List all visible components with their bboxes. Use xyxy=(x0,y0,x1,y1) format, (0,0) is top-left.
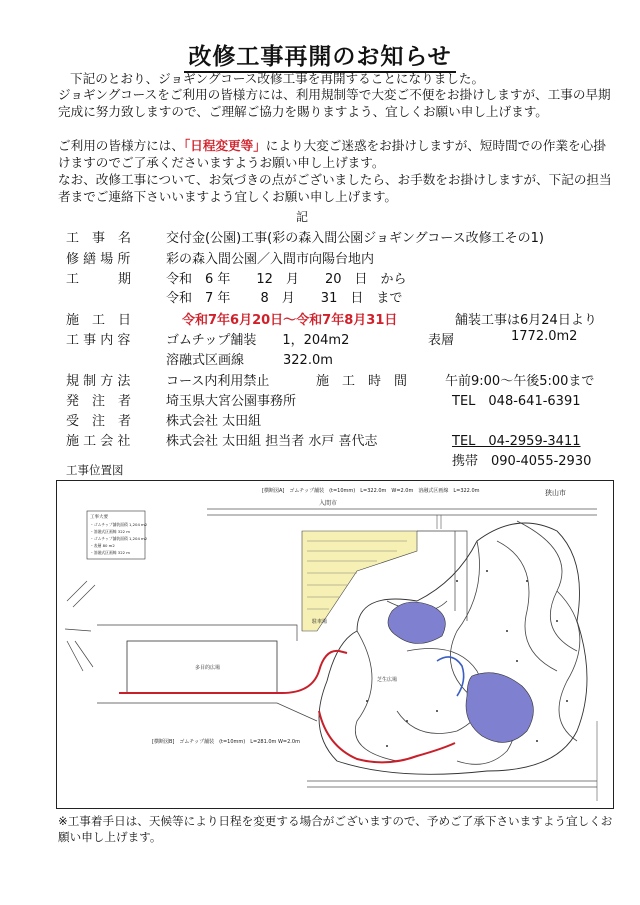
hatchu-label: 発 注 者 xyxy=(66,394,132,409)
seko-value: 株式会社 太田組 担当者 水戸 喜代志 xyxy=(166,434,378,449)
svg-text:・ゴムチップ舗装面積 1,204 m2: ・ゴムチップ舗装面積 1,204 m2 xyxy=(90,522,148,527)
kiki-start: 令和 6 年 12 月 20 日 から xyxy=(166,272,407,287)
basho-value: 彩の森入間公園／入間市向陽台地内 xyxy=(166,252,375,267)
seko-label: 施 工 会 社 xyxy=(66,434,131,449)
map-area-label2: 芝生広場 xyxy=(377,677,398,683)
juchu-label: 受 注 者 xyxy=(66,414,132,429)
sekobi-value: 令和7年6月20日～令和7年8月31日 xyxy=(182,313,398,328)
kiki-label: 工 期 xyxy=(66,272,132,287)
naiyo-item1b-value: 1772.0m2 xyxy=(511,329,578,344)
koji-label: 工 事 名 xyxy=(66,231,132,246)
map-legend-top: [横断図A] ゴムチップ舗装 (t=10mm) L=322.0m W=2.0m 溶融式区画線 L=322.0m xyxy=(262,488,480,494)
pond-south xyxy=(466,673,533,743)
jogging-course-south xyxy=(319,711,455,762)
map-legend-bottom: [横断図B] ゴムチップ舗装 (t=10mm) L=281.0m W=2.0m xyxy=(152,739,300,745)
contact-paragraph: なお、改修工事について、お気づきの点がございましたら、お手数をお掛けしますが、下記の担当者までご連絡下さいいますよう宜しくお願い申し上げます。 xyxy=(58,172,612,204)
jikan-value: 午前9:00～午後5:00まで xyxy=(445,374,595,389)
naiyo-item2: 溶融式区画線 322.0m xyxy=(166,353,333,368)
ki-heading: 記 xyxy=(296,210,309,224)
seko-mobile: 携帯 090-4055-2930 xyxy=(452,454,592,469)
map-road-label: 入間市 xyxy=(319,500,338,507)
map-caption: 工事位置図 xyxy=(66,463,124,477)
site-map-drawing xyxy=(57,481,613,808)
hatchu-value: 埼玉県大宮公園事務所 xyxy=(166,394,297,409)
map-place-right: 狭山市 xyxy=(545,489,566,497)
map-parking-label: 駐車場 xyxy=(312,619,328,625)
svg-text:・ゴムチップ舗装面積 1,204 m2: ・ゴムチップ舗装面積 1,204 m2 xyxy=(90,536,148,541)
map-area-label: 多目的広場 xyxy=(195,665,221,671)
kisei-value: コース内利用禁止 xyxy=(166,374,270,389)
intro-paragraph: 下記のとおり、ジョギングコース改修工事を再開することになりました。 xyxy=(70,71,485,86)
kisei-label: 規 制 方 法 xyxy=(66,374,131,389)
svg-text:・溶融式区画線 322 m: ・溶融式区画線 322 m xyxy=(90,550,130,555)
sekobi-note: 舗装工事は6月24日より xyxy=(455,313,597,328)
naiyo-item1b-label: 表層 xyxy=(428,333,455,348)
naiyo-label: 工 事 内 容 xyxy=(66,333,131,348)
basho-label: 修 繕 場 所 xyxy=(66,252,131,267)
kiki-end: 令和 7 年 8 月 31 日 まで xyxy=(166,291,403,306)
naiyo-item1: ゴムチップ舗装 1，204m2 xyxy=(166,333,350,348)
svg-text:工事大要: 工事大要 xyxy=(90,515,108,520)
jikan-label: 施 工 時 間 xyxy=(316,374,408,389)
seko-tel[interactable]: TEL 04-2959-3411 xyxy=(452,434,581,449)
map-legend-box xyxy=(87,511,148,559)
hatchu-tel: TEL 048-641-6391 xyxy=(452,394,581,409)
svg-text:・表層 80 m2: ・表層 80 m2 xyxy=(90,543,115,548)
svg-text:・溶融式区画線 322 m: ・溶融式区画線 322 m xyxy=(90,529,130,534)
notice-title: 改修工事再開のお知らせ xyxy=(0,38,640,71)
schedule-change-emphasis: 「日程変更等」 xyxy=(183,138,266,153)
sekobi-label: 施 工 日 xyxy=(66,313,132,328)
apology-paragraph: ジョギングコースをご利用の皆様方には、利用規制等で大変ご不便をお掛けしますが、工事の早期完成に努力致しますので、ご理解ご協力を賜りますよう、宜しくお願い申し上げます。 xyxy=(58,87,611,119)
schedule-change-paragraph: ご利用の皆様方には、「日程変更等」により大変ご迷惑をお掛けしますが、短時間での作業を心掛けますのでご了承くださいますようお願い申し上げます。 xyxy=(58,138,606,170)
site-map xyxy=(56,480,614,809)
footer-note: ※工事着手日は、天候等により日程を変更する場合がございますので、予めご了承下さいますよう宜しくお願い申し上げます。 xyxy=(58,814,613,844)
koji-value: 交付金(公園)工事(彩の森入間公園ジョギングコース改修工その1) xyxy=(166,231,544,246)
juchu-value: 株式会社 太田組 xyxy=(166,414,262,429)
